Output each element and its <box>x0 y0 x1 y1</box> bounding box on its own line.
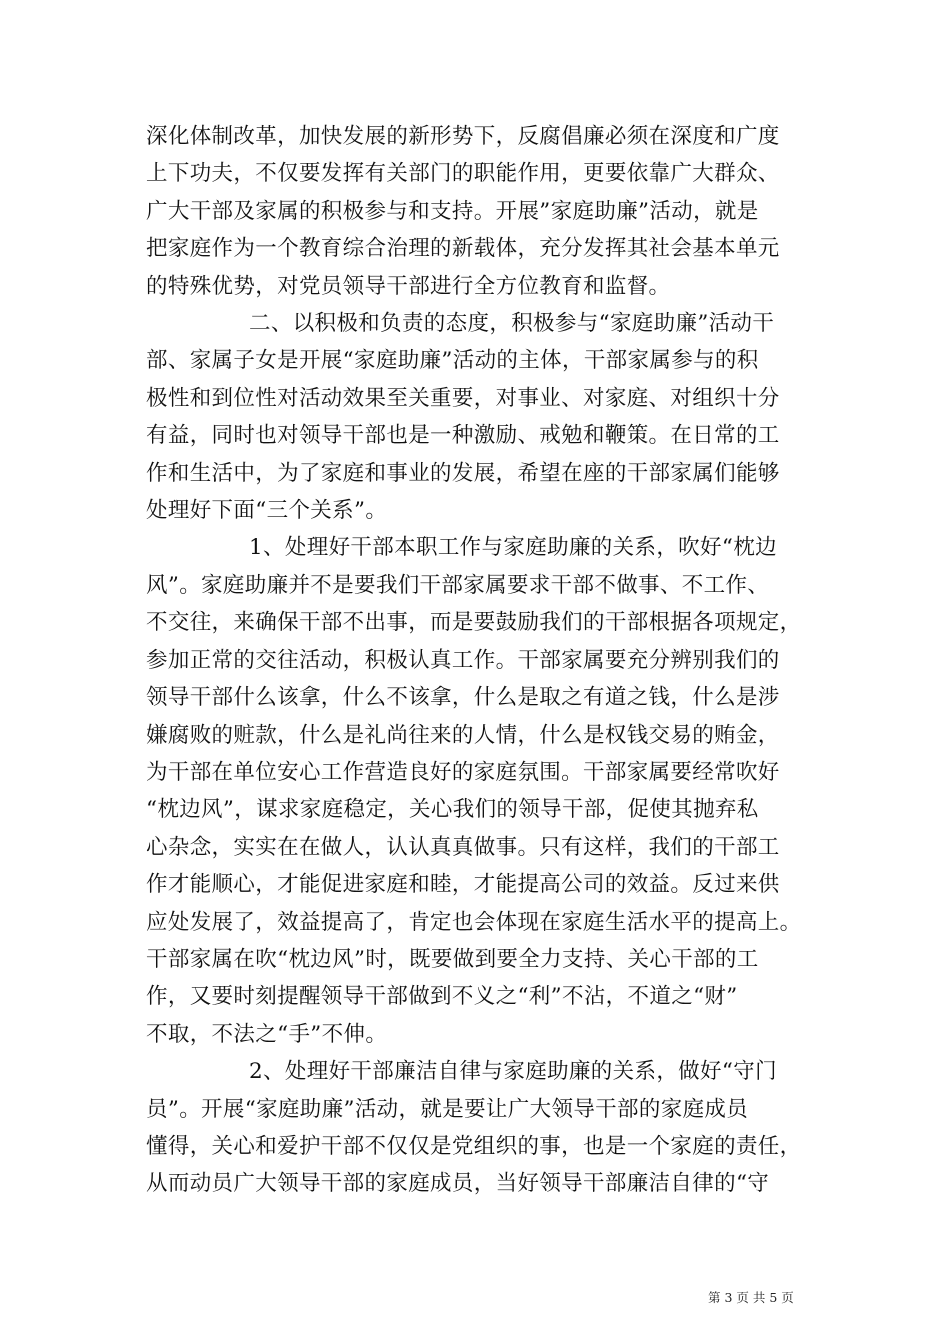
text-line: 不取，不法之“手”不伸。 <box>146 1021 388 1047</box>
text-line: 干部家属在吹“枕边风”时，既要做到要全力支持、关心干部的工 <box>146 946 759 972</box>
text-line: “枕边风”，谋求家庭稳定，关心我们的领导干部，促使其抛弃私 <box>146 797 759 823</box>
text-line: 风”。家庭助廉并不是要我们干部家属要求干部不做事、不工作、 <box>146 572 770 598</box>
text-line: 二、以积极和负责的态度，积极参与“家庭助廉”活动干 <box>249 311 775 337</box>
text-line: 上下功夫，不仅要发挥有关部门的职能作用，更要依靠广大群众、 <box>146 161 780 187</box>
text-line: 应处发展了，效益提高了，肯定也会体现在家庭生活水平的提高上。 <box>146 909 802 935</box>
text-line: 作和生活中，为了家庭和事业的发展，希望在座的干部家属们能够 <box>146 460 780 486</box>
document-body <box>146 118 806 1203</box>
text-line: 处理好下面“三个关系”。 <box>146 498 388 524</box>
paragraph-4 <box>146 1053 806 1203</box>
paragraph-3 <box>146 529 806 1053</box>
page-number: 第 3 页 共 5 页 <box>708 1290 794 1305</box>
text-line: 参加正常的交往活动，积极认真工作。干部家属要充分辨别我们的 <box>146 647 780 673</box>
text-line: 1、处理好干部本职工作与家庭助廉的关系，吹好“枕边 <box>249 535 777 561</box>
paragraph-2 <box>146 305 806 529</box>
text-line: 员”。开展“家庭助廉”活动，就是要让广大领导干部的家庭成员 <box>146 1096 749 1122</box>
text-line: 部、家属子女是开展“家庭助廉”活动的主体，干部家属参与的积 <box>146 348 759 374</box>
text-line: 作才能顺心，才能促进家庭和睦，才能提高公司的效益。反过来供 <box>146 872 780 898</box>
text-line: 不交往，来确保干部不出事，而是要鼓励我们的干部根据各项规定， <box>146 610 802 636</box>
text-line: 心杂念，实实在在做人，认认真真做事。只有这样，我们的干部工 <box>146 834 780 860</box>
text-line: 深化体制改革，加快发展的新形势下，反腐倡廉必须在深度和广度 <box>146 124 780 149</box>
text-line: 懂得，关心和爱护干部不仅仅是党组织的事，也是一个家庭的责任， <box>146 1133 802 1159</box>
paragraph-1 <box>146 118 806 305</box>
text-line: 把家庭作为一个教育综合治理的新载体，充分发挥其社会基本单元 <box>146 236 780 262</box>
text-line: 2、处理好干部廉洁自律与家庭助廉的关系，做好“守门 <box>249 1059 777 1085</box>
text-line: 极性和到位性对活动效果至关重要，对事业、对家庭、对组织十分 <box>146 385 780 411</box>
text-line: 广大干部及家属的积极参与和支持。开展”家庭助廉”活动，就是 <box>146 198 759 224</box>
text-line: 从而动员广大领导干部的家庭成员，当好领导干部廉洁自律的“守 <box>146 1171 770 1197</box>
text-line: 为干部在单位安心工作营造良好的家庭氛围。干部家属要经常吹好 <box>146 759 780 785</box>
text-line: 领导干部什么该拿，什么不该拿，什么是取之有道之钱，什么是涉 <box>146 685 780 711</box>
text-line: 嫌腐败的赃款，什么是礼尚往来的人情，什么是权钱交易的贿金， <box>146 722 780 748</box>
text-line: 的特殊优势，对党员领导干部进行全方位教育和监督。 <box>146 273 671 299</box>
text-line: 有益，同时也对领导干部也是一种激励、戒勉和鞭策。在日常的工 <box>146 423 780 449</box>
text-line: 作，又要时刻提醒领导干部做到不义之“利”不沾，不道之“财” <box>146 984 738 1010</box>
